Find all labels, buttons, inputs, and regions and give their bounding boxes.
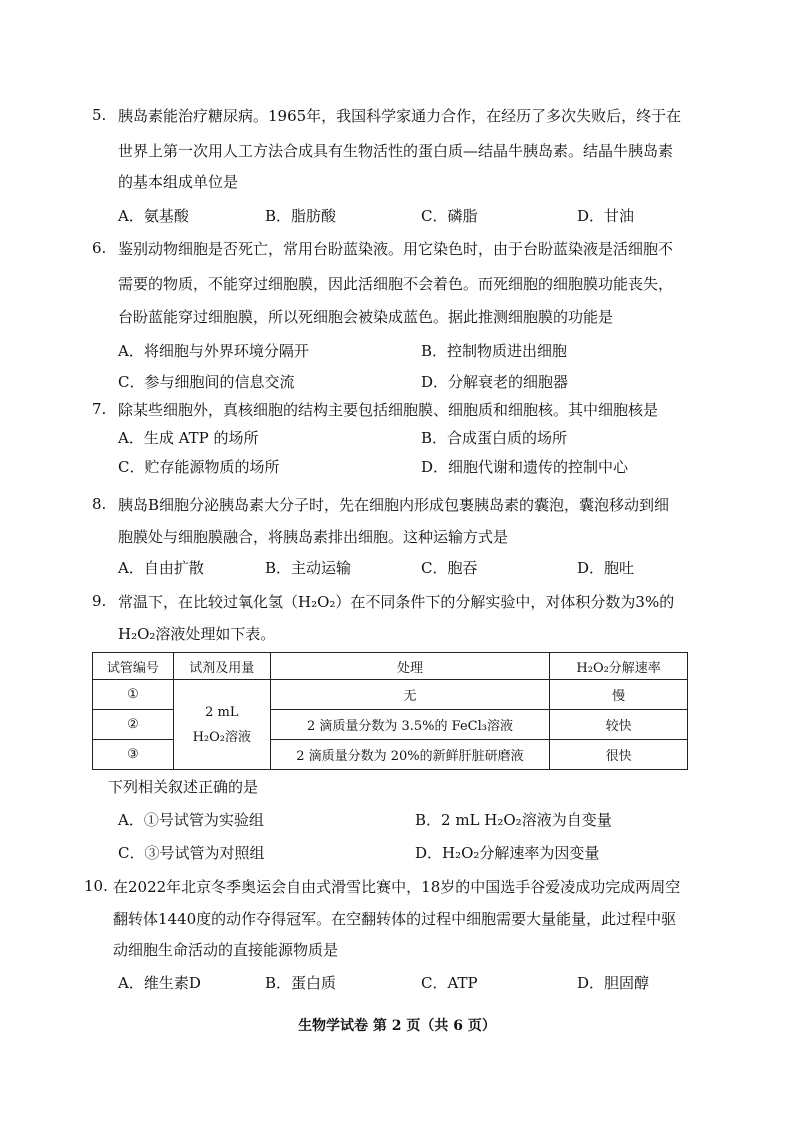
- option-c: C．③号试管为对照组: [118, 844, 265, 862]
- question-number: 9.: [92, 592, 107, 610]
- tube-id-cell: ②: [93, 710, 174, 740]
- option-c: C．磷脂: [421, 207, 478, 225]
- question-text-line: 下列相关叙述正确的是: [108, 778, 259, 796]
- tube-id-cell: ③: [93, 740, 174, 770]
- question-number: 5.: [92, 106, 107, 124]
- option-c: C．参与细胞间的信息交流: [118, 373, 295, 391]
- question-text-line: 的基本组成单位是: [118, 173, 239, 191]
- question-text-line: H₂O₂溶液处理如下表。: [118, 625, 276, 643]
- table-header-cell: 处理: [270, 653, 549, 680]
- option-d: D．胞吐: [577, 559, 635, 577]
- question-text-line: 翻转体1440度的动作夺得冠军。在空翻转体的过程中细胞需要大量能量，此过程中驱: [113, 910, 677, 928]
- treatment-cell: 无: [270, 680, 549, 710]
- option-a: A．生成 ATP 的场所: [118, 429, 259, 447]
- option-d: D．H₂O₂分解速率为因变量: [415, 844, 600, 862]
- question-text-line: 鉴别动物细胞是否死亡，常用台盼蓝染液。用它染色时，由于台盼蓝染液是活细胞不: [118, 240, 674, 258]
- reagent-name: H₂O₂溶液: [192, 729, 251, 745]
- reagent-amount: 2 mL: [205, 704, 239, 720]
- option-b: B．控制物质进出细胞: [421, 342, 568, 360]
- option-a: A．将细胞与外界环境分隔开: [118, 342, 309, 360]
- page-footer: 生物学试卷 第 2 页（共 6 页）: [298, 1018, 496, 1034]
- question-number: 10.: [84, 877, 108, 895]
- question-text-line: 胰岛素能治疗糖尿病。1965年，我国科学家通力合作，在经历了多次失败后，终于在: [118, 107, 682, 125]
- reagent-cell: [173, 680, 270, 770]
- tube-id-cell: ①: [93, 680, 174, 710]
- treatment-cell: 2 滴质量分数为 3.5%的 FeCl₃溶液: [270, 710, 549, 740]
- option-a: A．自由扩散: [118, 559, 204, 577]
- option-d: D．分解衰老的细胞器: [421, 373, 569, 391]
- table-row: [93, 680, 688, 710]
- option-d: D．甘油: [577, 207, 635, 225]
- question-text-line: 常温下，在比较过氧化氢（H₂O₂）在不同条件下的分解实验中，对体积分数为3%的: [118, 593, 675, 611]
- option-a: A．氨基酸: [118, 207, 189, 225]
- option-b: B．2 mL H₂O₂溶液为自变量: [415, 811, 612, 829]
- option-d: D．胆固醇: [577, 974, 650, 992]
- option-b: B．合成蛋白质的场所: [421, 429, 568, 447]
- option-b: B．主动运输: [265, 559, 352, 577]
- question-text-line: 胰岛B细胞分泌胰岛素大分子时，先在细胞内形成包裹胰岛素的囊泡，囊泡移动到细: [118, 496, 670, 514]
- option-c: C．ATP: [421, 974, 478, 992]
- option-b: B．脂肪酸: [265, 207, 337, 225]
- table-header-cell: 试剂及用量: [173, 653, 270, 680]
- experiment-table: [92, 652, 688, 770]
- table-header-cell: H₂O₂分解速率: [550, 653, 688, 680]
- option-d: D．细胞代谢和遗传的控制中心: [421, 458, 629, 476]
- table-header-cell: 试管编号: [93, 653, 174, 680]
- question-text-line: 动细胞生命活动的直接能源物质是: [113, 941, 339, 959]
- option-c: C．贮存能源物质的场所: [118, 458, 280, 476]
- question-text-line: 在2022年北京冬季奥运会自由式滑雪比赛中，18岁的中国选手谷爱凌成功完成两周空: [113, 878, 681, 896]
- rate-cell: 很快: [550, 740, 688, 770]
- table-header-row: [93, 653, 688, 680]
- rate-cell: 较快: [550, 710, 688, 740]
- rate-cell: 慢: [550, 680, 688, 710]
- question-number: 7.: [92, 400, 107, 418]
- option-a: A．维生素D: [118, 974, 201, 992]
- option-a: A．①号试管为实验组: [118, 811, 264, 829]
- question-text-line: 除某些细胞外，真核细胞的结构主要包括细胞膜、细胞质和细胞核。其中细胞核是: [118, 401, 659, 419]
- question-text-line: 需要的物质，不能穿过细胞膜，因此活细胞不会着色。而死细胞的细胞膜功能丧失，: [118, 275, 674, 293]
- question-text-line: 胞膜处与细胞膜融合，将胰岛素排出细胞。这种运输方式是: [118, 528, 509, 546]
- option-b: B．蛋白质: [265, 974, 337, 992]
- question-text-line: 世界上第一次用人工方法合成具有生物活性的蛋白质—结晶牛胰岛素。结晶牛胰岛素: [118, 142, 674, 160]
- option-c: C．胞吞: [421, 559, 478, 577]
- question-number: 8.: [92, 495, 107, 513]
- question-number: 6.: [92, 239, 107, 257]
- question-text-line: 台盼蓝能穿过细胞膜，所以死细胞会被染成蓝色。据此推测细胞膜的功能是: [118, 308, 614, 326]
- treatment-cell: 2 滴质量分数为 20%的新鲜肝脏研磨液: [270, 740, 549, 770]
